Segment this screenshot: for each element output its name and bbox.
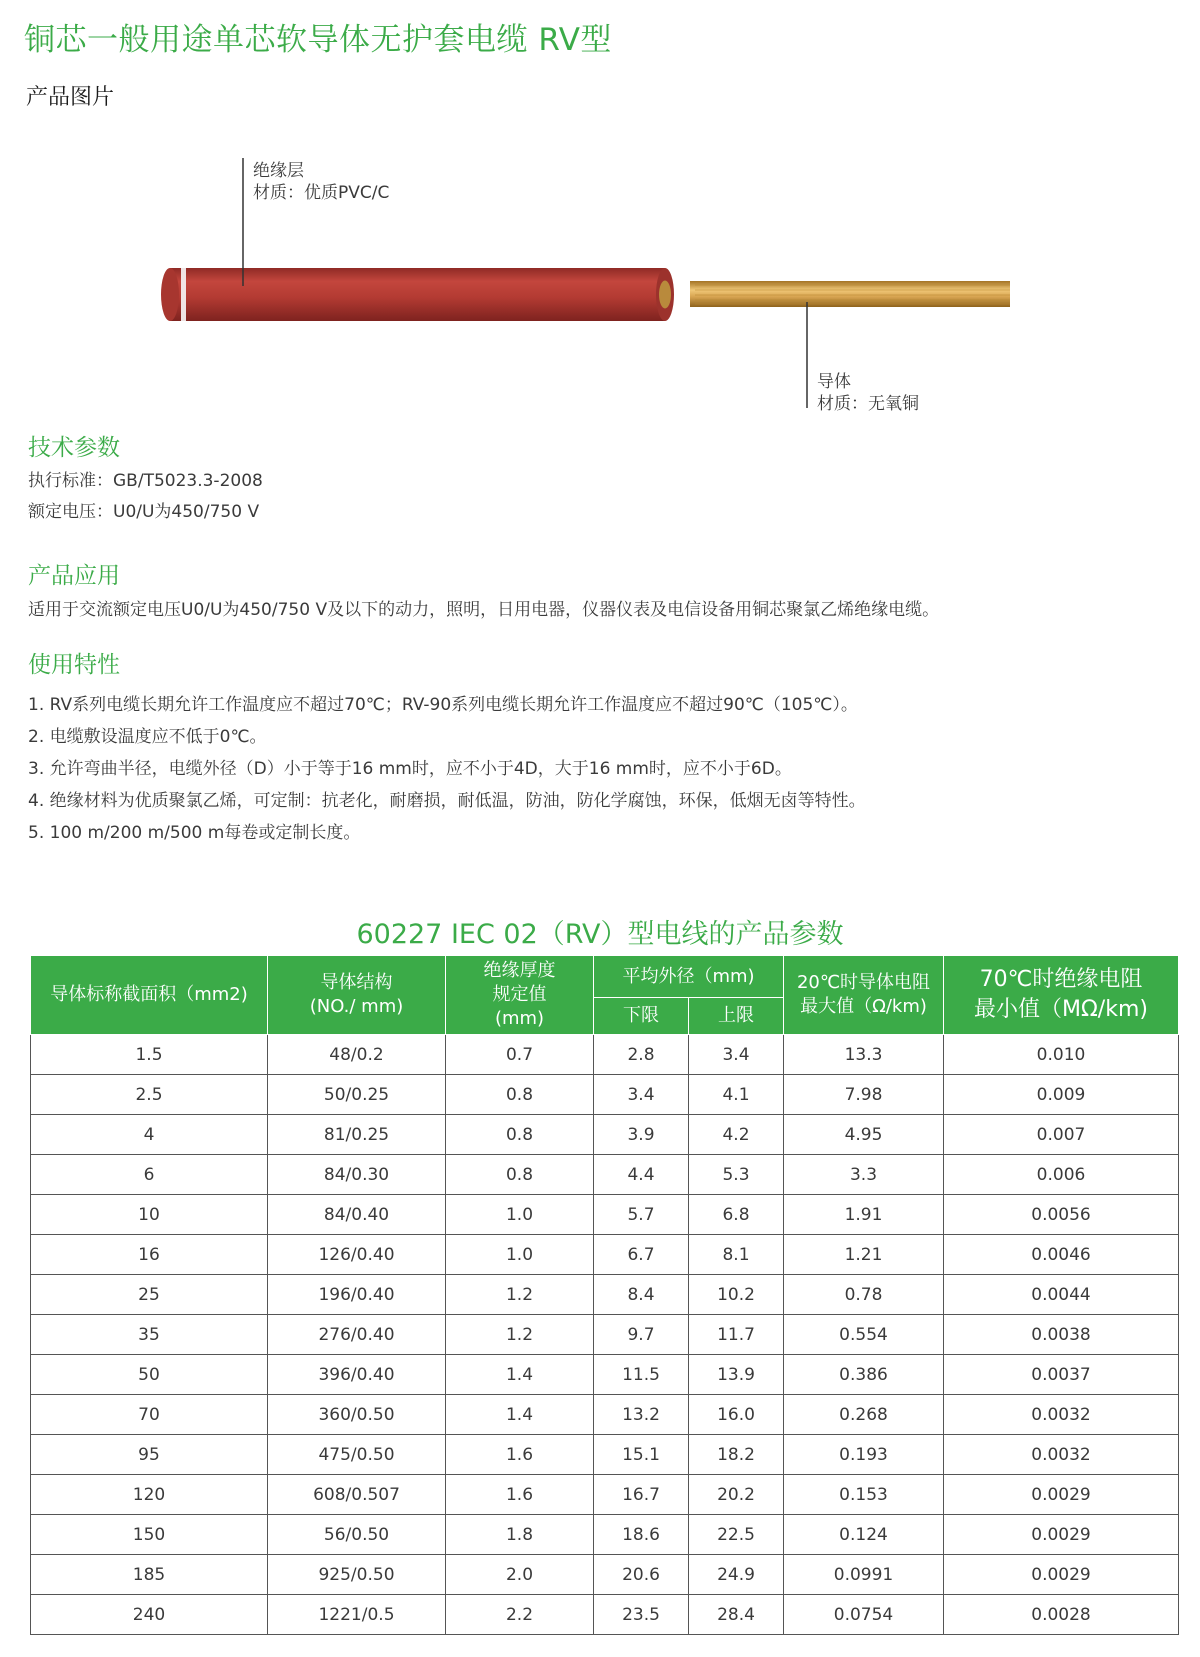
- cell-structure: 84/0.30: [268, 1155, 446, 1195]
- header-structure: [268, 956, 446, 1035]
- cell-lower: 23.5: [594, 1595, 689, 1635]
- table-title: 60227 IEC 02（RV）型电线的产品参数: [356, 919, 844, 950]
- header-area: 导体标称截面积（mm2): [31, 956, 268, 1035]
- cell-resistance: 1.21: [784, 1235, 944, 1275]
- cell-structure: 196/0.40: [268, 1275, 446, 1315]
- cell-area: 50: [31, 1355, 268, 1395]
- table-row: [31, 1475, 1179, 1515]
- cell-insulation-resistance: 0.0029: [944, 1515, 1179, 1555]
- cell-resistance: 1.91: [784, 1195, 944, 1235]
- cell-structure: 475/0.50: [268, 1435, 446, 1475]
- cell-insulation: 0.8: [446, 1115, 594, 1155]
- header-structure-line1: 导体结构: [320, 972, 393, 993]
- cell-insulation: 0.7: [446, 1035, 594, 1075]
- cell-lower: 13.2: [594, 1395, 689, 1435]
- cell-resistance: 4.95: [784, 1115, 944, 1155]
- table-row: [31, 1275, 1179, 1315]
- cell-upper: 3.4: [689, 1035, 784, 1075]
- cell-insulation: 1.6: [446, 1435, 594, 1475]
- cell-lower: 5.7: [594, 1195, 689, 1235]
- header-ins-res-line1: 70℃时绝缘电阻: [979, 967, 1143, 992]
- cell-upper: 13.9: [689, 1355, 784, 1395]
- cell-lower: 8.4: [594, 1275, 689, 1315]
- tech-standard: 执行标准：GB/T5023.3-2008: [28, 471, 263, 491]
- cell-area: 1.5: [31, 1035, 268, 1075]
- cell-insulation: 1.0: [446, 1235, 594, 1275]
- cell-resistance: 0.193: [784, 1435, 944, 1475]
- product-image-heading: 产品图片: [26, 85, 115, 110]
- cell-lower: 2.8: [594, 1035, 689, 1075]
- cell-lower: 6.7: [594, 1235, 689, 1275]
- cell-resistance: 0.0754: [784, 1595, 944, 1635]
- cell-area: 150: [31, 1515, 268, 1555]
- cell-structure: 81/0.25: [268, 1115, 446, 1155]
- cell-insulation-resistance: 0.0038: [944, 1315, 1179, 1355]
- cell-upper: 18.2: [689, 1435, 784, 1475]
- cell-area: 240: [31, 1595, 268, 1635]
- header-insulation-resistance: [944, 956, 1179, 1035]
- cell-structure: 50/0.25: [268, 1075, 446, 1115]
- cell-area: 70: [31, 1395, 268, 1435]
- cell-insulation-resistance: 0.010: [944, 1035, 1179, 1075]
- table-row: [31, 1115, 1179, 1155]
- cell-resistance: 0.78: [784, 1275, 944, 1315]
- cell-area: 35: [31, 1315, 268, 1355]
- cell-area: 6: [31, 1155, 268, 1195]
- table-row: [31, 1355, 1179, 1395]
- cell-upper: 8.1: [689, 1235, 784, 1275]
- cell-resistance: 13.3: [784, 1035, 944, 1075]
- cell-lower: 11.5: [594, 1355, 689, 1395]
- cell-insulation-resistance: 0.0037: [944, 1355, 1179, 1395]
- table-row: [31, 1035, 1179, 1075]
- cell-insulation: 1.2: [446, 1315, 594, 1355]
- table-row: [31, 1075, 1179, 1115]
- cell-insulation-resistance: 0.0056: [944, 1195, 1179, 1235]
- table-row: [31, 1195, 1179, 1235]
- cell-area: 25: [31, 1275, 268, 1315]
- cell-insulation: 1.2: [446, 1275, 594, 1315]
- table-row: [31, 1595, 1179, 1635]
- header-insulation-line2: 规定值: [492, 984, 547, 1005]
- table-row: [31, 1555, 1179, 1595]
- cell-insulation-resistance: 0.0046: [944, 1235, 1179, 1275]
- cell-lower: 9.7: [594, 1315, 689, 1355]
- cell-lower: 15.1: [594, 1435, 689, 1475]
- cell-upper: 6.8: [689, 1195, 784, 1235]
- insulation-callout: [253, 160, 389, 204]
- cell-structure: 84/0.40: [268, 1195, 446, 1235]
- cell-insulation-resistance: 0.007: [944, 1115, 1179, 1155]
- cell-lower: 16.7: [594, 1475, 689, 1515]
- table-row: [31, 1315, 1179, 1355]
- cell-upper: 24.9: [689, 1555, 784, 1595]
- cell-upper: 20.2: [689, 1475, 784, 1515]
- cell-resistance: 0.268: [784, 1395, 944, 1435]
- cell-upper: 28.4: [689, 1595, 784, 1635]
- cell-insulation: 0.8: [446, 1155, 594, 1195]
- page-title: 铜芯一般用途单芯软导体无护套电缆 RV型: [24, 22, 612, 58]
- cell-insulation: 1.4: [446, 1355, 594, 1395]
- cell-insulation-resistance: 0.009: [944, 1075, 1179, 1115]
- cell-upper: 16.0: [689, 1395, 784, 1435]
- cell-upper: 11.7: [689, 1315, 784, 1355]
- cell-resistance: 0.386: [784, 1355, 944, 1395]
- cell-structure: 396/0.40: [268, 1355, 446, 1395]
- cell-structure: 608/0.507: [268, 1475, 446, 1515]
- cell-insulation-resistance: 0.0028: [944, 1595, 1179, 1635]
- cell-insulation: 1.0: [446, 1195, 594, 1235]
- cell-resistance: 7.98: [784, 1075, 944, 1115]
- table-row: [31, 1435, 1179, 1475]
- conductor-label: 导体: [817, 372, 851, 392]
- application-heading: 产品应用: [28, 563, 120, 589]
- cell-lower: 3.9: [594, 1115, 689, 1155]
- header-insulation-line3: (mm): [494, 1008, 545, 1029]
- cell-structure: 925/0.50: [268, 1555, 446, 1595]
- cell-insulation: 1.4: [446, 1395, 594, 1435]
- tech-voltage: 额定电压：U0/U为450/750 V: [28, 502, 260, 522]
- cell-area: 16: [31, 1235, 268, 1275]
- cell-structure: 276/0.40: [268, 1315, 446, 1355]
- cell-area: 120: [31, 1475, 268, 1515]
- cell-insulation: 0.8: [446, 1075, 594, 1115]
- header-resistance: [784, 956, 944, 1035]
- cell-resistance: 0.554: [784, 1315, 944, 1355]
- cell-resistance: 0.124: [784, 1515, 944, 1555]
- cell-insulation: 1.8: [446, 1515, 594, 1555]
- cell-insulation-resistance: 0.0029: [944, 1555, 1179, 1595]
- cell-lower: 18.6: [594, 1515, 689, 1555]
- cell-insulation-resistance: 0.0029: [944, 1475, 1179, 1515]
- table-row: [31, 1235, 1179, 1275]
- cell-structure: 126/0.40: [268, 1235, 446, 1275]
- header-insulation-line1: 绝缘厚度: [483, 960, 556, 981]
- cell-insulation-resistance: 0.0044: [944, 1275, 1179, 1315]
- cell-upper: 10.2: [689, 1275, 784, 1315]
- header-insulation: [446, 956, 594, 1035]
- cell-area: 2.5: [31, 1075, 268, 1115]
- header-resistance-line2: 最大值（Ω/km): [800, 996, 927, 1017]
- white-stripe: [181, 268, 186, 321]
- cell-upper: 4.1: [689, 1075, 784, 1115]
- cell-upper: 4.2: [689, 1115, 784, 1155]
- feature-item-5: 5. 100 m/200 m/500 m每卷或定制长度。: [28, 823, 361, 843]
- feature-item-2: 2. 电缆敷设温度应不低于0℃。: [28, 727, 267, 747]
- feature-item-3: 3. 允许弯曲半径，电缆外径（D）小于等于16 mm时，应不小于4D，大于16 mm时，应不小于6D。: [28, 759, 792, 779]
- cell-insulation: 1.6: [446, 1475, 594, 1515]
- application-text: 适用于交流额定电压U0/U为450/750 V及以下的动力，照明，日用电器，仪器仪表及电信设备用铜芯聚氯乙烯绝缘电缆。: [28, 600, 940, 620]
- cell-insulation: 2.2: [446, 1595, 594, 1635]
- conductor-callout: [817, 371, 919, 415]
- cell-lower: 4.4: [594, 1155, 689, 1195]
- cell-insulation-resistance: 0.006: [944, 1155, 1179, 1195]
- cell-area: 4: [31, 1115, 268, 1155]
- cell-upper: 22.5: [689, 1515, 784, 1555]
- cell-lower: 3.4: [594, 1075, 689, 1115]
- insulation-material: 材质：优质PVC/C: [253, 183, 390, 203]
- insulation-layer: [161, 268, 674, 321]
- conductor-material: 材质：无氧铜: [817, 394, 919, 414]
- product-params-table: [30, 955, 1179, 1635]
- cell-upper: 5.3: [689, 1155, 784, 1195]
- cell-structure: 360/0.50: [268, 1395, 446, 1435]
- cell-insulation: 2.0: [446, 1555, 594, 1595]
- insulation-label: 绝缘层: [253, 161, 304, 181]
- header-resistance-line1: 20℃时导体电阻: [796, 972, 931, 993]
- header-structure-line2: (NO./ mm): [309, 996, 404, 1017]
- table-row: [31, 1395, 1179, 1435]
- header-diameter: 平均外径（mm): [594, 956, 784, 998]
- cell-structure: 48/0.2: [268, 1035, 446, 1075]
- cell-area: 10: [31, 1195, 268, 1235]
- cell-resistance: 0.153: [784, 1475, 944, 1515]
- copper-conductor: [690, 281, 1010, 307]
- feature-item-1: 1. RV系列电缆长期允许工作温度应不超过70℃；RV-90系列电缆长期允许工作温度应不超过90℃（105℃）。: [28, 695, 858, 715]
- table-row: [31, 1155, 1179, 1195]
- cell-insulation-resistance: 0.0032: [944, 1395, 1179, 1435]
- cell-area: 185: [31, 1555, 268, 1595]
- cell-resistance: 3.3: [784, 1155, 944, 1195]
- tech-heading: 技术参数: [28, 435, 120, 461]
- cell-structure: 56/0.50: [268, 1515, 446, 1555]
- cell-resistance: 0.0991: [784, 1555, 944, 1595]
- features-heading: 使用特性: [28, 652, 120, 678]
- table-row: [31, 1515, 1179, 1555]
- header-upper: 上限: [689, 998, 784, 1035]
- cell-structure: 1221/0.5: [268, 1595, 446, 1635]
- header-ins-res-line2: 最小值（MΩ/km): [974, 997, 1148, 1022]
- header-lower: 下限: [594, 998, 689, 1035]
- cell-insulation-resistance: 0.0032: [944, 1435, 1179, 1475]
- cell-lower: 20.6: [594, 1555, 689, 1595]
- feature-item-4: 4. 绝缘材料为优质聚氯乙烯，可定制：抗老化，耐磨损，耐低温，防油，防化学腐蚀，环保，低烟无卤等特性。: [28, 791, 866, 811]
- cell-area: 95: [31, 1435, 268, 1475]
